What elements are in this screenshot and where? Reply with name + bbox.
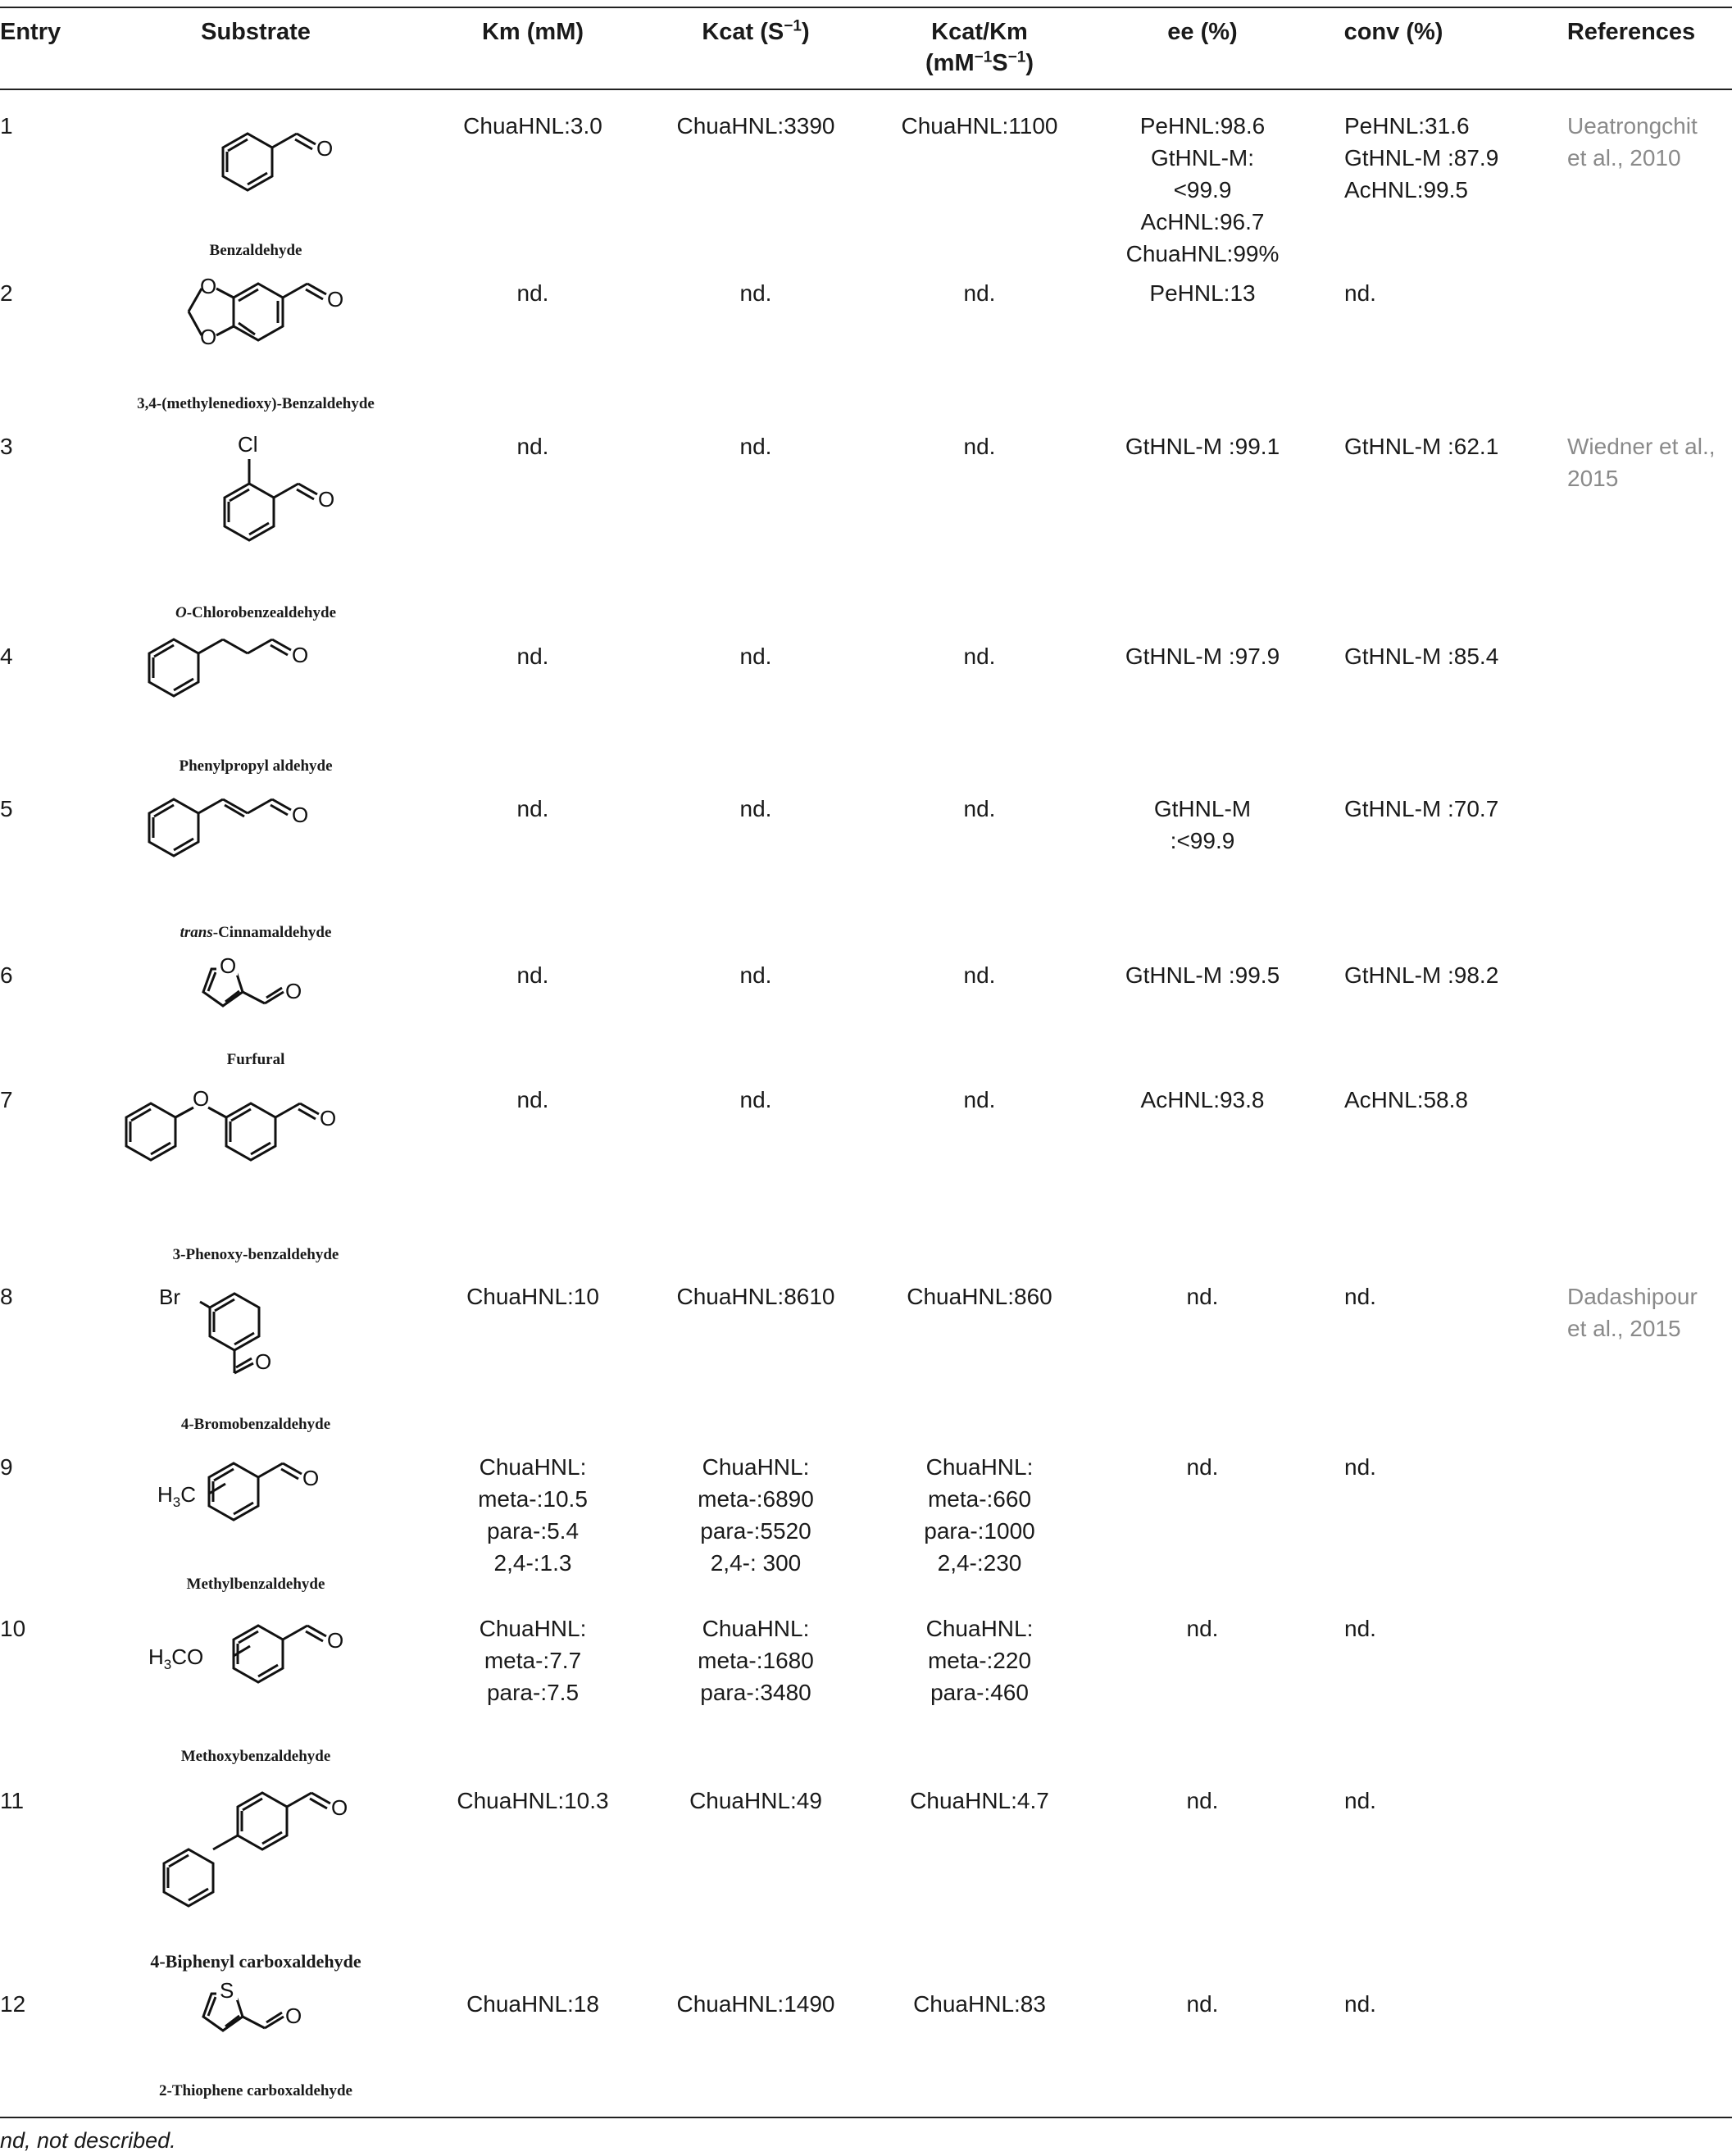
- entry-1: 1: [0, 113, 13, 139]
- kcat-6: nd.: [739, 962, 772, 988]
- structure-o-chlorobenzaldehyde: [164, 422, 361, 578]
- svg-text:O: O: [220, 953, 237, 978]
- ee-10: nd.: [1186, 1616, 1219, 1641]
- header-entry: Entry: [0, 19, 61, 45]
- ee-1: PeHNL:98.6 GtHNL-M: <99.9 AcHNL:96.7 ChuaHNL:99%: [1125, 113, 1280, 266]
- substrate-name-8: 4-Bromobenzaldehyde: [180, 1416, 331, 1433]
- entry-10: 10: [0, 1616, 26, 1641]
- structure-methylbenzaldehyde: [148, 1443, 377, 1566]
- ee-12: nd.: [1186, 1991, 1219, 2017]
- header-references: References: [1566, 19, 1696, 45]
- substrate-name-5: trans-Cinnamaldehyde: [180, 924, 332, 941]
- svg-text:O: O: [193, 1086, 210, 1111]
- kcatkm-7: nd.: [963, 1087, 996, 1112]
- substrate-name-3: O-Chlorobenzealdehyde: [175, 604, 336, 621]
- entry-7: 7: [0, 1087, 13, 1112]
- ee-5: GtHNL-M :<99.9: [1153, 796, 1252, 853]
- kcat-8: ChuaHNL:8610: [676, 1284, 835, 1309]
- kcat-12: ChuaHNL:1490: [676, 1991, 835, 2017]
- kcatkm-5: nd.: [963, 796, 996, 821]
- kcatkm-11: ChuaHNL:4.7: [910, 1788, 1049, 1813]
- conv-5: GtHNL-M :70.7: [1344, 796, 1499, 821]
- km-10: ChuaHNL: meta-:7.7 para-:7.5: [479, 1616, 587, 1705]
- kcat-10: ChuaHNL: meta-:1680 para-:3480: [698, 1616, 814, 1705]
- kcatkm-6: nd.: [963, 962, 996, 988]
- entry-2: 2: [0, 280, 13, 306]
- structure-4-bromobenzaldehyde: [156, 1275, 369, 1406]
- km-11: ChuaHNL:10.3: [457, 1788, 609, 1813]
- header-ee: ee (%): [1167, 19, 1238, 45]
- structure-phenylpropyl-aldehyde: [139, 631, 377, 738]
- header-kcat-km: Kcat/Km $(mM^{-1}S^{-1})$: [925, 19, 1034, 76]
- conv-10: nd.: [1344, 1616, 1376, 1641]
- svg-text:O: O: [285, 979, 302, 1003]
- svg-text:O: O: [302, 1466, 320, 1490]
- structure-3-phenoxy-benzaldehyde: [115, 1070, 402, 1201]
- ee-6: GtHNL-M :99.5: [1125, 962, 1280, 988]
- svg-text:O: O: [292, 803, 309, 827]
- entry-11: 11: [0, 1788, 25, 1813]
- conv-12: nd.: [1344, 1991, 1376, 2017]
- km-9: ChuaHNL: meta-:10.5 para-:5.4 2,4-:1.3: [478, 1454, 588, 1576]
- ee-9: nd.: [1186, 1454, 1219, 1480]
- kcatkm-9: ChuaHNL: meta-:660 para-:1000 2,4-:230: [924, 1454, 1035, 1576]
- structure-trans-cinnamaldehyde: [139, 783, 377, 889]
- km-4: nd.: [516, 644, 549, 669]
- svg-text:O: O: [292, 643, 309, 667]
- svg-text:O: O: [320, 1106, 337, 1130]
- svg-text:O: O: [200, 274, 217, 298]
- conv-11: nd.: [1344, 1788, 1376, 1813]
- km-1: ChuaHNL:3.0: [463, 113, 602, 139]
- kcat-9: ChuaHNL: meta-:6890 para-:5520 2,4-: 300: [698, 1454, 814, 1576]
- entry-12: 12: [0, 1991, 26, 2017]
- ee-3: GtHNL-M :99.1: [1125, 434, 1280, 459]
- entry-3: 3: [0, 434, 13, 459]
- svg-text:S: S: [220, 1978, 234, 2003]
- substrate-name-6: Furfural: [226, 1051, 285, 1068]
- reference-8: Dadashipour et al., 2015: [1567, 1284, 1698, 1341]
- structure-4-biphenyl-carboxaldehyde: [123, 1771, 385, 1959]
- km-7: nd.: [516, 1087, 549, 1112]
- conv-7: AcHNL:58.8: [1344, 1087, 1468, 1112]
- header-rule: [0, 89, 1732, 90]
- structure-benzaldehyde: [164, 103, 361, 234]
- svg-text:H3C: $H_3C$: [157, 1482, 197, 1510]
- header-conv: conv (%): [1343, 19, 1443, 45]
- kcatkm-12: ChuaHNL:83: [913, 1991, 1046, 2017]
- kcatkm-8: ChuaHNL:860: [907, 1284, 1052, 1309]
- svg-text:O: O: [316, 136, 334, 161]
- conv-3: GtHNL-M :62.1: [1344, 434, 1499, 459]
- entry-4: 4: [0, 644, 13, 669]
- header-substrate: Substrate: [201, 19, 311, 45]
- structure-methylenedioxy-benzaldehyde: [148, 262, 377, 385]
- svg-text:O: O: [318, 487, 335, 512]
- km-12: ChuaHNL:18: [466, 1991, 599, 2017]
- reference-1: Ueatrongchit et al., 2010: [1567, 113, 1698, 171]
- substrate-name-9: Methylbenzaldehyde: [186, 1576, 325, 1593]
- substrate-name-11: 4-Biphenyl carboxaldehyde: [150, 1951, 361, 1972]
- kcatkm-4: nd.: [963, 644, 996, 669]
- kcatkm-10: ChuaHNL: meta-:220 para-:460: [925, 1616, 1034, 1705]
- ee-2: PeHNL:13: [1149, 280, 1256, 306]
- svg-text:O: O: [255, 1349, 272, 1374]
- structure-methoxybenzaldehyde: [143, 1607, 381, 1730]
- kcatkm-3: nd.: [963, 434, 996, 459]
- entry-5: 5: [0, 796, 13, 821]
- km-3: nd.: [516, 434, 549, 459]
- header-km: Km (mM): [481, 19, 584, 45]
- substrate-name-1: Benzaldehyde: [209, 242, 302, 259]
- conv-6: GtHNL-M :98.2: [1344, 962, 1499, 988]
- conv-1: PeHNL:31.6 GtHNL-M :87.9 AcHNL:99.5: [1344, 113, 1499, 202]
- svg-text:H3CO: $H_3CO$: [148, 1644, 204, 1672]
- svg-text:O: O: [285, 2004, 302, 2028]
- substrate-name-2: 3,4-(methylenedioxy)-Benzaldehyde: [137, 395, 375, 412]
- kcat-4: nd.: [739, 644, 772, 669]
- structure-furfural: [172, 951, 352, 1058]
- entry-6: 6: [0, 962, 13, 988]
- svg-text:O: O: [331, 1795, 348, 1820]
- km-6: nd.: [516, 962, 549, 988]
- svg-text:Br: Br: [159, 1285, 180, 1309]
- svg-text:O: O: [200, 325, 217, 349]
- ee-8: nd.: [1186, 1284, 1219, 1309]
- conv-4: GtHNL-M :85.4: [1344, 644, 1499, 669]
- substrate-name-10: Methoxybenzaldehyde: [180, 1748, 331, 1765]
- km-5: nd.: [516, 796, 549, 821]
- kcat-3: nd.: [739, 434, 772, 459]
- ee-7: AcHNL:93.8: [1140, 1087, 1265, 1112]
- kcatkm-2: nd.: [963, 280, 996, 306]
- kcat-11: ChuaHNL:49: [689, 1788, 822, 1813]
- reference-3: Wiedner et al., 2015: [1567, 434, 1716, 491]
- substrate-name-7: 3-Phenoxy-benzaldehyde: [172, 1246, 339, 1263]
- bottom-rule: [0, 2117, 1732, 2118]
- km-2: nd.: [516, 280, 549, 306]
- header-kcat: Kcat $(S^{-1})$: [702, 17, 810, 45]
- top-rule: [0, 7, 1732, 8]
- kcat-2: nd.: [739, 280, 772, 306]
- table-footnote: nd, not described.: [0, 2128, 176, 2153]
- substrate-name-4: Phenylpropyl aldehyde: [179, 757, 333, 775]
- entry-9: 9: [0, 1454, 13, 1480]
- kcat-5: nd.: [739, 796, 772, 821]
- kcatkm-1: ChuaHNL:1100: [901, 113, 1058, 139]
- entry-8: 8: [0, 1284, 13, 1309]
- conv-8: nd.: [1344, 1284, 1376, 1309]
- conv-2: nd.: [1344, 280, 1376, 306]
- svg-text:Cl: Cl: [238, 432, 258, 457]
- kcat-1: ChuaHNL:3390: [676, 113, 835, 139]
- km-8: ChuaHNL:10: [466, 1284, 599, 1309]
- ee-4: GtHNL-M :97.9: [1125, 644, 1280, 669]
- structure-2-thiophene-carboxaldehyde: [172, 1976, 352, 2082]
- conv-9: nd.: [1344, 1454, 1376, 1480]
- svg-text:O: O: [327, 287, 344, 312]
- ee-11: nd.: [1186, 1788, 1219, 1813]
- substrate-name-12: 2-Thiophene carboxaldehyde: [159, 2082, 352, 2099]
- svg-text:O: O: [327, 1628, 344, 1653]
- kcat-7: nd.: [739, 1087, 772, 1112]
